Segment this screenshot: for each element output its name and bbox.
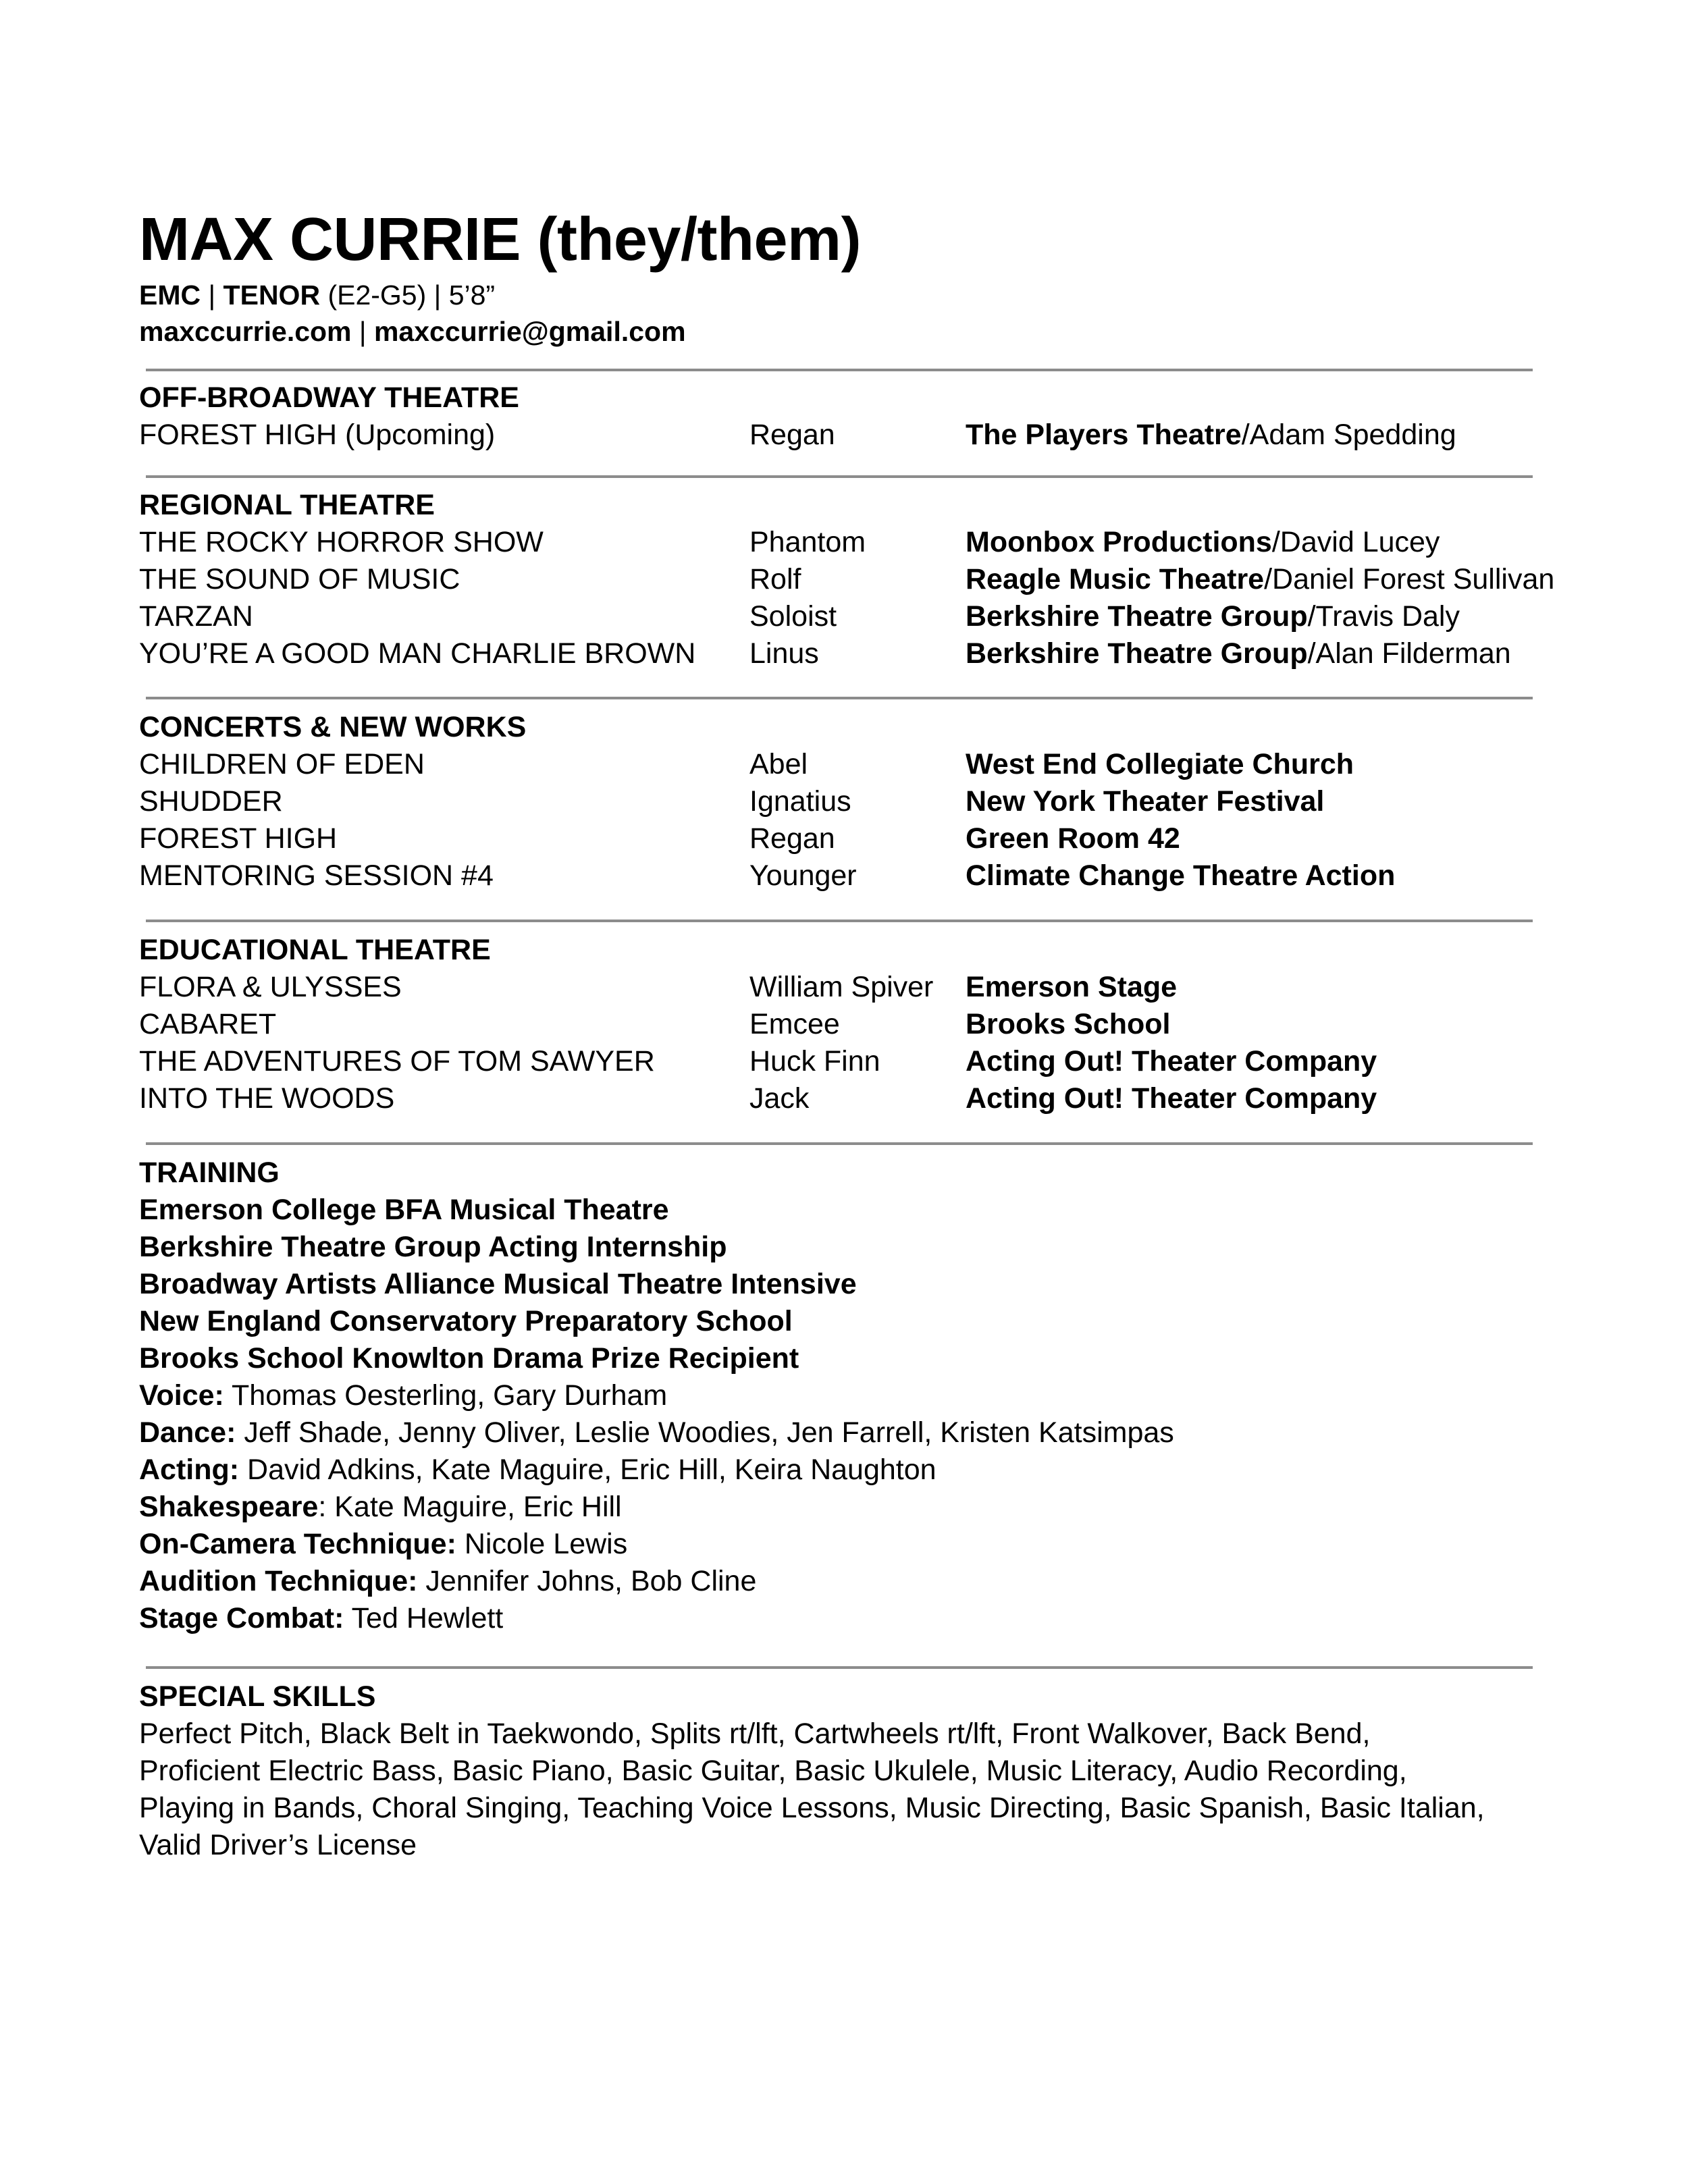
credit-row [139, 1043, 1557, 1080]
teacher-names: Nicole Lewis [456, 1528, 628, 1560]
role: Regan [749, 822, 835, 855]
website-link[interactable]: maxccurrie.com [139, 316, 352, 347]
discipline-label: Acting: [139, 1454, 240, 1486]
section-title: OFF-BROADWAY THEATRE [139, 381, 519, 414]
teacher-names: Jennifer Johns, Bob Cline [417, 1565, 757, 1597]
skills-line: Perfect Pitch, Black Belt in Taekwondo, Splits rt/lft, Cartwheels rt/lft, Front Walkover, Back Bend, [139, 1717, 1371, 1750]
performer-stats [139, 277, 1557, 313]
resume-header [139, 203, 1557, 350]
show-title: THE SOUND OF MUSIC [139, 563, 460, 595]
union-status: EMC [139, 279, 201, 311]
discipline-label: Voice: [139, 1379, 224, 1412]
show-title: FLORA & ULYSSES [139, 971, 402, 1003]
show-title: TARZAN [139, 600, 253, 633]
performer-height: 5’8” [448, 279, 496, 311]
teacher-names: Ted Hewlett [344, 1602, 504, 1634]
teacher-line [139, 1377, 1557, 1414]
teacher-line [139, 1451, 1557, 1489]
director: /Adam Spedding [1241, 419, 1456, 451]
discipline-label: Shakespeare [139, 1491, 319, 1523]
separator: | [426, 279, 449, 311]
company: Brooks School [966, 1008, 1171, 1040]
training-program: Broadway Artists Alliance Musical Theatre Intensive [139, 1268, 857, 1300]
training-program: Emerson College BFA Musical Theatre [139, 1194, 669, 1226]
credit-row [139, 746, 1557, 783]
company-director [966, 635, 1511, 672]
section-concerts [139, 709, 1557, 895]
show-title: CHILDREN OF EDEN [139, 748, 425, 780]
credit-row [139, 783, 1557, 820]
role: Regan [749, 419, 835, 451]
credit-row [139, 635, 1557, 672]
company: Climate Change Theatre Action [966, 859, 1396, 892]
discipline-label: On-Camera Technique: [139, 1528, 456, 1560]
performer-name: MAX CURRIE (they/them) [139, 206, 862, 273]
company: The Players Theatre [966, 419, 1242, 451]
company: Acting Out! Theater Company [966, 1082, 1377, 1115]
show-title: FOREST HIGH [139, 822, 338, 855]
company-director [966, 598, 1460, 635]
credit-row [139, 820, 1557, 857]
role: Soloist [749, 600, 837, 633]
section-off-broadway [139, 379, 1557, 454]
role: Phantom [749, 526, 866, 558]
show-title: SHUDDER [139, 785, 283, 818]
role: Linus [749, 637, 819, 670]
show-title: CABARET [139, 1008, 277, 1040]
credit-row [139, 417, 1557, 454]
credit-row [139, 969, 1557, 1006]
role: William Spiver [749, 971, 934, 1003]
training-program: Brooks School Knowlton Drama Prize Recipient [139, 1342, 799, 1375]
section-regional [139, 487, 1557, 672]
company: Moonbox Productions [966, 526, 1272, 558]
show-title: THE ADVENTURES OF TOM SAWYER [139, 1045, 655, 1077]
section-educational [139, 932, 1557, 1117]
company-director [966, 524, 1440, 561]
company: Berkshire Theatre Group [966, 637, 1308, 670]
voice-type: TENOR [223, 279, 321, 311]
director: /Daniel Forest Sullivan [1264, 563, 1555, 595]
role: Ignatius [749, 785, 851, 818]
role: Abel [749, 748, 808, 780]
show-title: THE ROCKY HORROR SHOW [139, 526, 544, 558]
director: /Alan Filderman [1307, 637, 1511, 670]
show-title: MENTORING SESSION #4 [139, 859, 494, 892]
teacher-line [139, 1414, 1557, 1451]
credit-row [139, 857, 1557, 895]
company: Emerson Stage [966, 971, 1178, 1003]
company-director [966, 561, 1554, 598]
teacher-line [139, 1489, 1557, 1526]
role: Huck Finn [749, 1045, 880, 1077]
skills-line: Valid Driver’s License [139, 1829, 417, 1861]
section-title: EDUCATIONAL THEATRE [139, 934, 491, 966]
company: Acting Out! Theater Company [966, 1045, 1377, 1077]
director: /David Lucey [1271, 526, 1440, 558]
section-divider [146, 475, 1533, 478]
section-divider [146, 369, 1533, 371]
teacher-line [139, 1563, 1557, 1600]
separator: | [351, 316, 374, 347]
teacher-names: David Adkins, Kate Maguire, Eric Hill, Keira Naughton [239, 1454, 937, 1486]
role: Younger [749, 859, 857, 892]
teacher-names: Jeff Shade, Jenny Oliver, Leslie Woodies, Jen Farrell, Kristen Katsimpas [236, 1416, 1174, 1449]
credit-row [139, 524, 1557, 561]
show-title: FOREST HIGH (Upcoming) [139, 419, 496, 451]
credit-row [139, 561, 1557, 598]
discipline-label: Stage Combat: [139, 1602, 344, 1634]
section-title: SPECIAL SKILLS [139, 1680, 376, 1713]
section-divider [146, 920, 1533, 922]
company: New York Theater Festival [966, 785, 1325, 818]
show-title: YOU’RE A GOOD MAN CHARLIE BROWN [139, 637, 696, 670]
credit-row [139, 598, 1557, 635]
skills-line: Playing in Bands, Choral Singing, Teaching Voice Lessons, Music Directing, Basic Spanish, Basic Italian, [139, 1792, 1485, 1824]
training-program: Berkshire Theatre Group Acting Internship [139, 1231, 727, 1263]
section-divider [146, 1666, 1533, 1669]
teacher-names: : Kate Maguire, Eric Hill [318, 1491, 622, 1523]
email-link[interactable]: maxccurrie@gmail.com [373, 316, 686, 347]
role: Jack [749, 1082, 810, 1115]
company: Berkshire Theatre Group [966, 600, 1308, 633]
credit-row [139, 1006, 1557, 1043]
section-divider [146, 1142, 1533, 1145]
teacher-line [139, 1600, 1557, 1637]
contact-line [139, 313, 1557, 350]
vocal-range: (E2-G5) [320, 279, 427, 311]
company: Reagle Music Theatre [966, 563, 1265, 595]
company: West End Collegiate Church [966, 748, 1354, 780]
credit-row [139, 1080, 1557, 1117]
section-divider [146, 697, 1533, 699]
teacher-names: Thomas Oesterling, Gary Durham [223, 1379, 668, 1412]
role: Rolf [749, 563, 801, 595]
discipline-label: Dance: [139, 1416, 236, 1449]
company: Green Room 42 [966, 822, 1180, 855]
training-program: New England Conservatory Preparatory School [139, 1305, 793, 1337]
company-director [966, 417, 1456, 454]
show-title: INTO THE WOODS [139, 1082, 395, 1115]
teacher-line [139, 1526, 1557, 1563]
section-title: REGIONAL THEATRE [139, 489, 435, 521]
director: /Travis Daly [1307, 600, 1460, 633]
skills-line: Proficient Electric Bass, Basic Piano, Basic Guitar, Basic Ukulele, Music Literacy, Audio Recording, [139, 1755, 1407, 1787]
separator: | [201, 279, 223, 311]
section-title: CONCERTS & NEW WORKS [139, 711, 527, 743]
section-special-skills [139, 1678, 1557, 1864]
section-title: TRAINING [139, 1156, 280, 1189]
discipline-label: Audition Technique: [139, 1565, 418, 1597]
role: Emcee [749, 1008, 840, 1040]
section-training [139, 1154, 1557, 1637]
